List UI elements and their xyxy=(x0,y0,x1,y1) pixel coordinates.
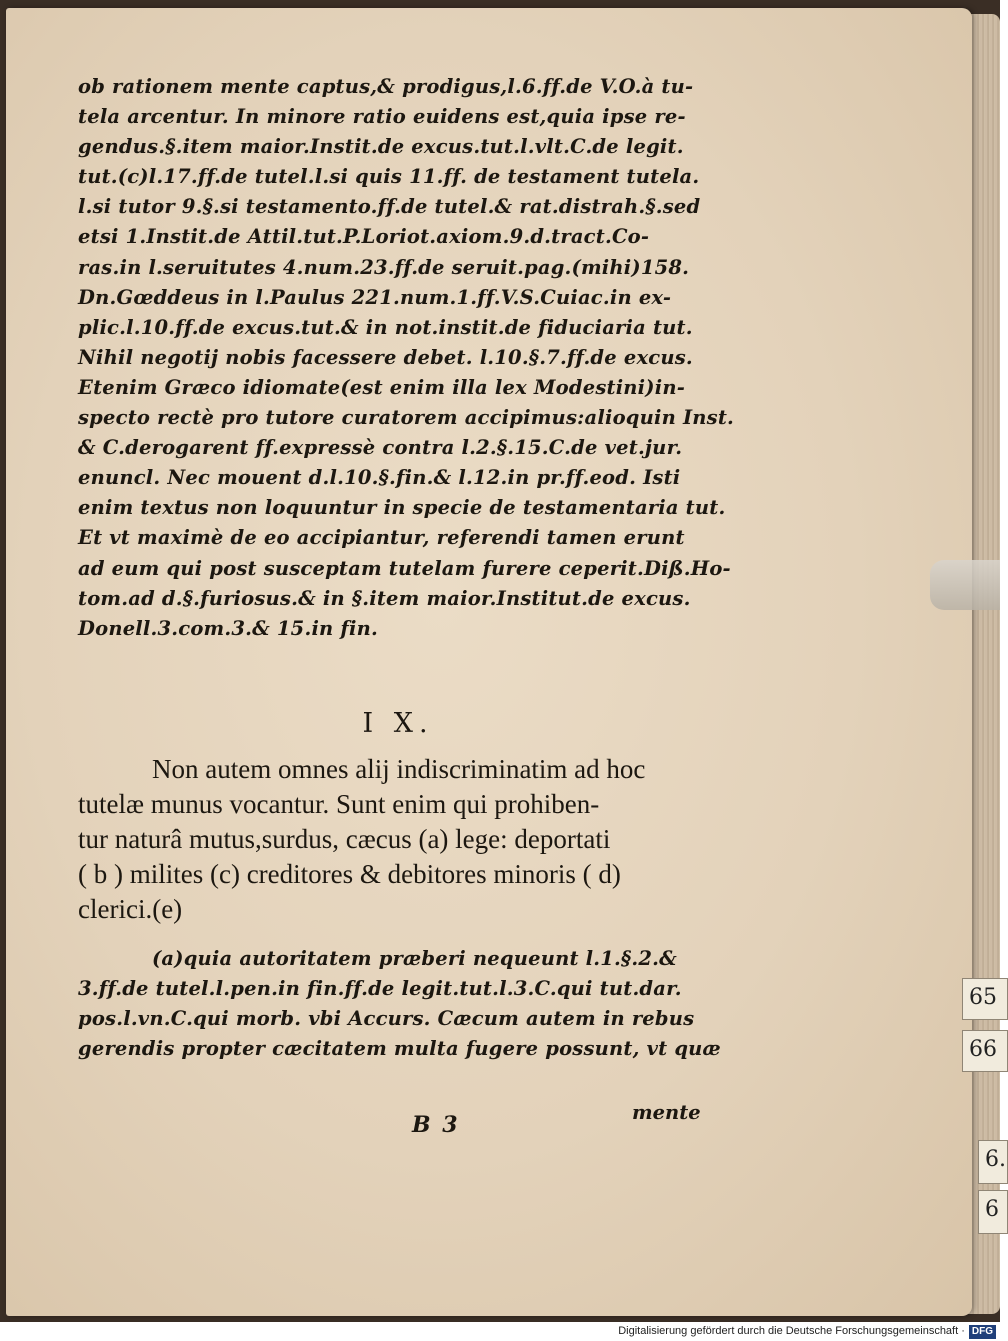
note-line: gendus.§.item maior.Instit.de excus.tut.l.vlt.C.de legit. xyxy=(78,135,684,159)
note-line: l.si tutor 9.§.si testamento.ff.de tutel.& rat.distrah.§.sed xyxy=(78,195,701,219)
note-line: tela arcentur. In minore ratio euidens est,quia ipse re- xyxy=(78,105,686,129)
digitization-footer xyxy=(0,1322,1000,1341)
margin-tab-66: 66 xyxy=(962,1030,1008,1072)
note-line: & C.derogarent ff.expressè contra l.2.§.15.C.de vet.jur. xyxy=(78,436,683,460)
note-line: pos.l.vn.C.qui morb. vbi Accurs. Cæcum autem in rebus xyxy=(78,1007,695,1031)
main-text-line: clerici.(e) xyxy=(78,894,183,924)
note-line: ad eum qui post susceptam tutelam furere ceperit.Diß.Ho- xyxy=(78,556,731,580)
note-line: 3.ff.de tutel.l.pen.in fin.ff.de legit.tut.l.3.C.qui tut.dar. xyxy=(78,977,682,1001)
note-line: Nihil negotij nobis facessere debet. l.10.§.7.ff.de excus. xyxy=(78,345,693,369)
note-line: (a)quia autoritatem præberi nequeunt l.1.§.2.& xyxy=(152,947,677,970)
main-text-line: Non autem omnes alij indiscriminatim ad hoc xyxy=(152,754,646,784)
note-line: etsi 1.Instit.de Attil.tut.P.Loriot.axiom.9.d.tract.Co- xyxy=(78,225,650,249)
margin-tab-65: 65 xyxy=(962,978,1008,1020)
note-line: specto rectè pro tutore curatorem accipimus:alioquin Inst. xyxy=(78,406,735,430)
top-notes xyxy=(78,72,735,644)
note-line: tom.ad d.§.furiosus.& in §.item maior.Institut.de excus. xyxy=(78,586,691,610)
note-line: enuncl. Nec mouent d.l.10.§.fin.& l.12.in pr.ff.eod. Isti xyxy=(78,466,681,490)
note-line: Dn.Gœddeus in l.Paulus 221.num.1.ff.V.S.Cuiac.in ex- xyxy=(78,285,672,309)
margin-tab-6b: 6 xyxy=(978,1190,1008,1234)
note-line: ras.in l.seruitutes 4.num.23.ff.de seruit.pag.(mihi)158. xyxy=(78,255,690,279)
note-line: Etenim Græco idiomate(est enim illa lex Modestini)in- xyxy=(78,375,685,399)
main-text xyxy=(78,752,718,927)
footer-text: Digitalisierung gefördert durch die Deutsche Forschungsgemeinschaft · xyxy=(618,1325,965,1337)
note-line: tut.(c)l.17.ff.de tutel.l.si quis 11.ff. de testament tutela. xyxy=(78,165,700,189)
bottom-notes xyxy=(78,944,721,1064)
signature-mark: B 3 xyxy=(412,1112,460,1138)
note-line: plic.l.10.ff.de excus.tut.& in not.instit.de fiduciaria tut. xyxy=(78,315,693,339)
note-line: enim textus non loquuntur in specie de testamentaria tut. xyxy=(78,496,726,520)
note-line: ob rationem mente captus,& prodigus,l.6.ff.de V.O.à tu- xyxy=(78,75,694,98)
catchword: mente xyxy=(632,1101,701,1124)
note-line: gerendis propter cæcitatem multa fugere possunt, vt quæ xyxy=(78,1037,721,1061)
margin-tab-6a: 6. xyxy=(978,1140,1008,1184)
section-heading: I X. xyxy=(362,708,434,739)
page-clip xyxy=(930,560,1000,610)
note-line: Et vt maximè de eo accipiantur, referendi tamen erunt xyxy=(78,526,685,550)
main-text-line: tur naturâ mutus,surdus, cæcus (a) lege: deportati xyxy=(78,824,611,854)
note-line: Donell.3.com.3.& 15.in fin. xyxy=(78,616,378,640)
dfg-logo: DFG xyxy=(969,1325,996,1339)
main-text-line: ( b ) milites (c) creditores & debitores minoris ( d) xyxy=(78,859,621,889)
main-text-line: tutelæ munus vocantur. Sunt enim qui prohiben- xyxy=(78,789,600,819)
